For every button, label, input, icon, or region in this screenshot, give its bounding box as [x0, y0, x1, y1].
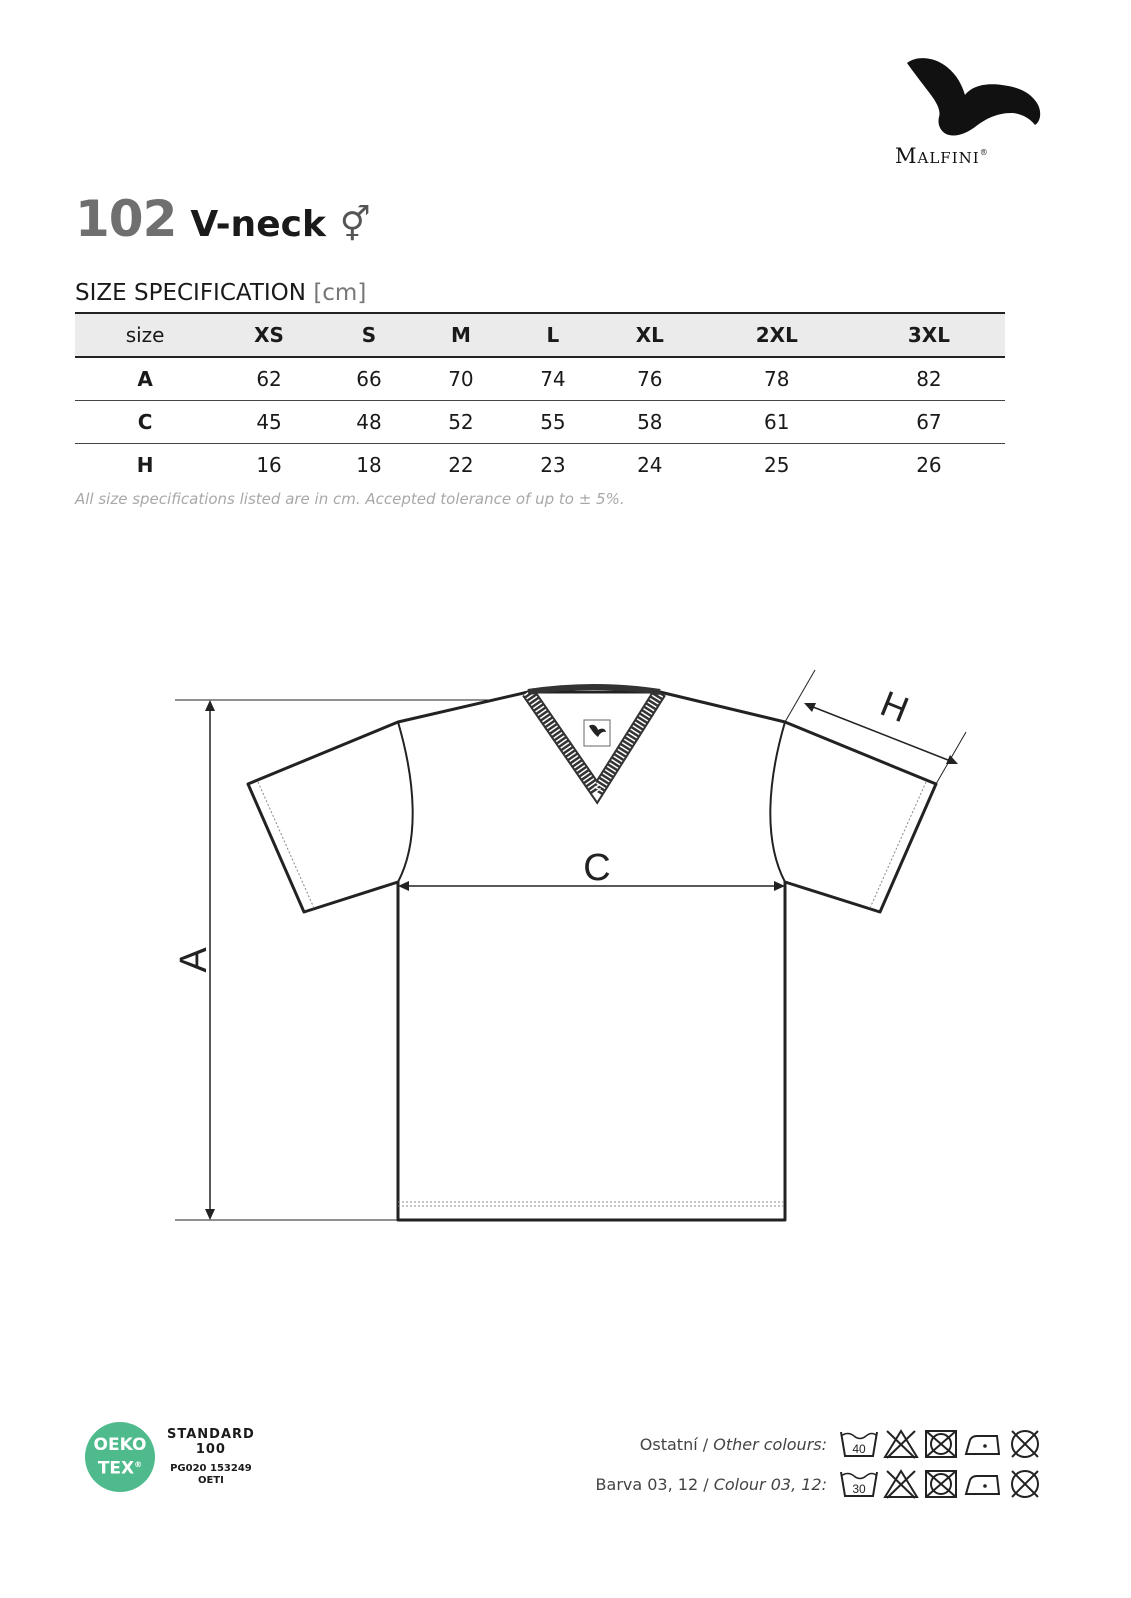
table-cell: A — [137, 367, 153, 391]
brand-registered: ® — [979, 148, 989, 157]
no-tumble-dry-icon — [923, 1468, 959, 1500]
table-cell: 48 — [356, 410, 382, 434]
product-name: V-neck — [190, 204, 326, 245]
oeko-standard: STANDARD — [167, 1427, 255, 1442]
table-cell: 24 — [637, 453, 663, 477]
header-cell: 2XL — [755, 323, 798, 347]
table-cell: 23 — [540, 453, 566, 477]
table-cell: 67 — [916, 410, 942, 434]
oeko-standard-number: 100 — [195, 1442, 226, 1457]
oeko-institute: OETI — [197, 1475, 224, 1486]
no-dry-clean-icon — [1007, 1428, 1043, 1460]
care-label — [596, 1475, 827, 1494]
oeko-tex-info — [167, 1427, 255, 1487]
header-cell: XS — [254, 323, 284, 347]
oeko-reg: ® — [134, 1459, 143, 1469]
care-label-cz: Ostatní / — [639, 1434, 709, 1454]
table-cell: 74 — [540, 367, 566, 391]
table-cell: 16 — [256, 453, 282, 477]
size-spec-unit: [cm] — [313, 280, 367, 306]
wash-temp-value: 30 — [852, 1482, 866, 1496]
table-cell: 45 — [256, 410, 282, 434]
table-cell: H — [136, 453, 154, 477]
wash-temp-icon — [839, 1468, 879, 1500]
header-cell: M — [450, 323, 471, 347]
care-label-en: Other colours: — [713, 1434, 827, 1454]
care-label-en: Colour 03, 12: — [713, 1474, 827, 1494]
label-a: A — [173, 947, 215, 973]
oeko-certificate-code: PG020 153249 — [170, 1463, 252, 1474]
wash-temp-icon — [839, 1428, 879, 1460]
care-label — [640, 1435, 827, 1454]
table-cell: 82 — [916, 367, 942, 391]
table-cell: 76 — [637, 367, 663, 391]
table-cell: 52 — [448, 410, 474, 434]
tolerance-note: All size specifications listed are in cm. Accepted tolerance of up to ± 5%. — [75, 490, 625, 508]
oeko-line1: OEKO — [93, 1434, 147, 1455]
table-cell: 22 — [448, 453, 474, 477]
no-bleach-icon — [883, 1428, 919, 1460]
a-arrow-head-bottom — [205, 1209, 215, 1220]
header-cell: XL — [635, 323, 664, 347]
table-cell: 58 — [637, 410, 663, 434]
table-cell: 70 — [448, 367, 474, 391]
product-number: 102 — [75, 190, 177, 248]
no-dry-clean-icon — [1007, 1468, 1043, 1500]
h-ext-line-1 — [785, 670, 815, 722]
table-cell: 78 — [764, 367, 790, 391]
unisex-icon: ⚥ — [339, 205, 371, 245]
table-cell: 18 — [356, 453, 382, 477]
care-row-colour-03-12 — [596, 1468, 1043, 1500]
table-cell: 66 — [356, 367, 382, 391]
iron-icon — [963, 1428, 1003, 1460]
label-h: H — [874, 682, 915, 731]
header-cell: size — [125, 323, 165, 347]
header-cell: S — [361, 323, 377, 347]
care-row-other-colours — [640, 1428, 1043, 1460]
size-spec-title: SIZE SPECIFICATION — [75, 280, 306, 306]
no-tumble-dry-icon — [923, 1428, 959, 1460]
oeko-tex-logo — [85, 1422, 155, 1492]
care-label-cz: Barva 03, 12 / — [595, 1474, 709, 1494]
table-cell: 61 — [764, 410, 790, 434]
wash-temp-value: 40 — [852, 1442, 866, 1456]
table-cell: 55 — [540, 410, 566, 434]
brand-name: Malfini — [895, 144, 980, 168]
no-bleach-icon — [883, 1468, 919, 1500]
oeko-line2: TEX — [97, 1458, 135, 1479]
tshirt-outline — [248, 692, 936, 1220]
header-cell: L — [546, 323, 560, 347]
table-cell: 62 — [256, 367, 282, 391]
table-cell: 26 — [916, 453, 942, 477]
header-cell: 3XL — [907, 323, 950, 347]
table-cell: C — [137, 410, 153, 434]
oeko-tex-badge — [85, 1422, 255, 1492]
a-arrow-head-top — [205, 700, 215, 711]
table-cell: 25 — [764, 453, 790, 477]
iron-icon — [963, 1468, 1003, 1500]
label-c: C — [583, 847, 611, 889]
